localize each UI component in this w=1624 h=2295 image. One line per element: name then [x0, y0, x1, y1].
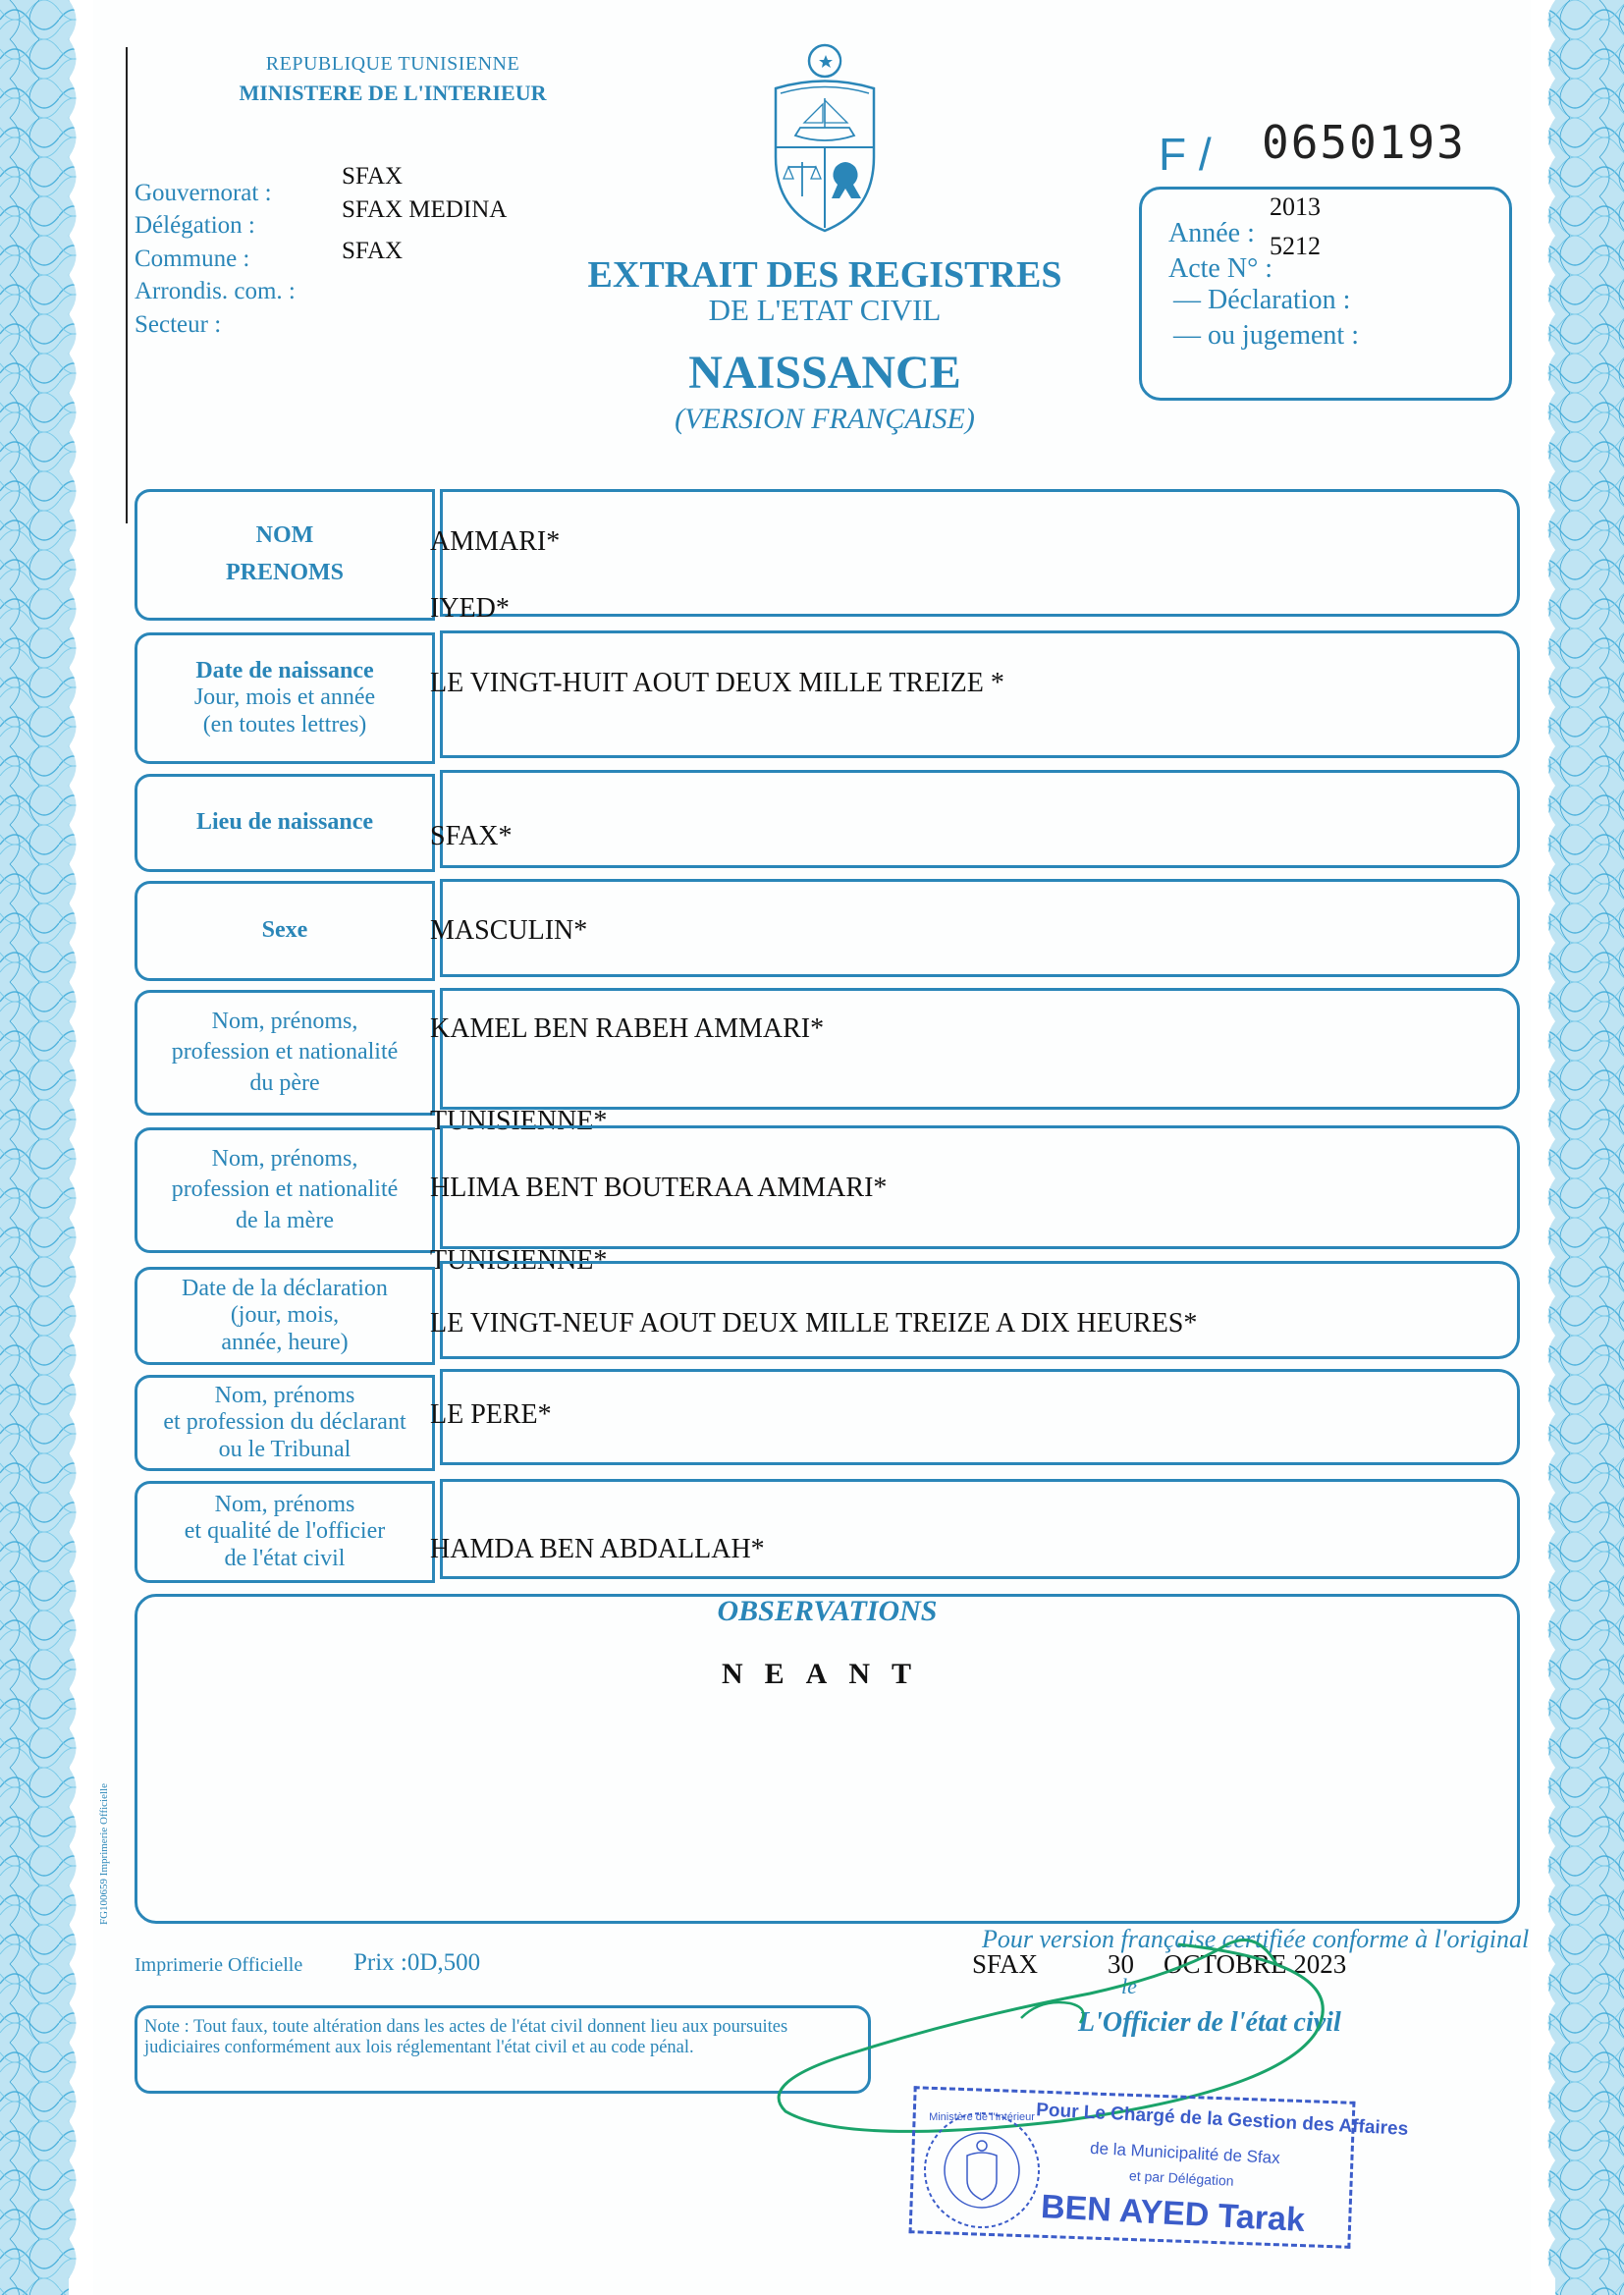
issue-month-year: OCTOBRE 2023 [1164, 1949, 1347, 1979]
document-title: EXTRAIT DES REGISTRES [587, 254, 1062, 296]
document-type: NAISSANCE [688, 347, 961, 399]
acte-value: 5212 [1270, 232, 1321, 260]
declarant-value-cell [440, 1369, 1520, 1465]
pere-nationality: TUNISIENNE* [430, 1106, 608, 1136]
nom-value: AMMARI* [430, 526, 561, 557]
sexe-value: MASCULIN* [430, 915, 588, 946]
mere-label-line2: profession et nationalité [171, 1176, 399, 1203]
officier-label-line2: et qualité de l'officier [184, 1518, 386, 1545]
declarant-value: LE PERE* [430, 1399, 552, 1430]
delegation-value: SFAX MEDINA [342, 196, 508, 223]
gouvernorat-label: Gouvernorat : [135, 180, 272, 206]
declaration-value: LE VINGT-NEUF AOUT DEUX MILLE TREIZE A DIX HEURES* [430, 1308, 1198, 1339]
date-naissance-label-cell [135, 632, 435, 764]
stamp-signatory: BEN AYED Tarak [1040, 2187, 1306, 2240]
officier-value: HAMDA BEN ABDALLAH* [430, 1534, 765, 1564]
date-naissance-label: Date de naissance [195, 657, 374, 683]
declaration-label: — Déclaration : [1173, 285, 1351, 315]
declaration-label-line3: année, heure) [221, 1329, 349, 1355]
observations-title: OBSERVATIONS [717, 1595, 938, 1627]
lieu-naissance-label-cell [135, 774, 435, 872]
issue-day: 30 [1108, 1949, 1134, 1979]
declarant-label-line3: ou le Tribunal [218, 1436, 352, 1462]
officier-label-cell [135, 1481, 435, 1583]
officier-label-line1: Nom, prénoms [214, 1491, 355, 1517]
side-print-code: FG100659 Imprimerie Officielle [98, 1783, 110, 1925]
delegation-label: Délégation : [135, 212, 255, 239]
serial-number: 0650193 [1262, 116, 1466, 169]
legal-note-text: Note : Tout faux, toute altération dans les actes de l'état civil donnent lieu aux poursuites judiciaires conformément aux lois réglementant l'état civil et au code pénal. [144, 2017, 788, 2058]
header-divider [126, 47, 128, 523]
date-naissance-sub2: (en toutes lettres) [202, 711, 367, 738]
officier-label-line3: de l'état civil [224, 1545, 346, 1571]
ministry-heading: MINISTERE DE L'INTERIEUR [239, 81, 547, 105]
date-naissance-value: LE VINGT-HUIT AOUT DEUX MILLE TREIZE * [430, 668, 1004, 698]
lieu-naissance-value: SFAX* [430, 821, 513, 851]
lieu-naissance-label: Lieu de naissance [195, 809, 374, 836]
pere-label-line2: profession et nationalité [171, 1039, 399, 1066]
officer-title: L'Officier de l'état civil [1078, 2007, 1341, 2038]
nom-label: NOM [255, 522, 314, 549]
document-version: (VERSION FRANÇAISE) [675, 403, 975, 435]
mere-label-line1: Nom, prénoms, [211, 1145, 358, 1172]
stamp-line2: de la Municipalité de Sfax [1089, 2138, 1281, 2168]
ministry-seal-icon [918, 2106, 1046, 2234]
stamp-line3: et par Délégation [1128, 2167, 1234, 2189]
seal-text: Ministère de l'Intérieur [929, 2111, 1035, 2123]
prenoms-label: PRENOMS [226, 560, 344, 585]
guilloche-border-right [1531, 0, 1624, 2295]
imprimerie-label: Imprimerie Officielle [135, 1954, 303, 1976]
price-label: Prix :0D,500 [353, 1949, 481, 1976]
declaration-label-line1: Date de la déclaration [182, 1275, 388, 1301]
pere-value-cell [440, 988, 1520, 1110]
arrondissement-label: Arrondis. com. : [135, 278, 296, 304]
certification-text: Pour version française certifiée conforme à l'original [982, 1925, 1530, 1953]
nom-prenoms-label-cell [135, 489, 435, 621]
mere-value: HLIMA BENT BOUTERAA AMMARI* [430, 1173, 888, 1203]
observations-box [135, 1594, 1520, 1924]
gouvernorat-value: SFAX [342, 163, 404, 190]
prenom-value: IYED* [430, 593, 510, 624]
annee-label: Année : [1168, 218, 1255, 248]
sexe-value-cell [440, 879, 1520, 977]
annee-value: 2013 [1270, 192, 1321, 221]
declaration-label-line2: (jour, mois, [230, 1302, 340, 1329]
acte-label: Acte N° : [1168, 253, 1273, 284]
pere-label-cell [135, 990, 435, 1116]
document-subtitle: DE L'ETAT CIVIL [708, 293, 942, 327]
lieu-naissance-value-cell [440, 770, 1520, 868]
mere-label-cell [135, 1127, 435, 1253]
sexe-label-cell [135, 881, 435, 981]
issue-le: le [1121, 1974, 1137, 1998]
date-naissance-sub1: Jour, mois et année [193, 684, 376, 711]
declarant-label-line1: Nom, prénoms [214, 1382, 355, 1408]
declarant-label-cell [135, 1375, 435, 1471]
declarant-label-line2: et profession du déclarant [163, 1409, 406, 1436]
observations-value: NEANT [721, 1658, 933, 1690]
mere-label-line3: de la mère [236, 1207, 334, 1233]
guilloche-border-left [0, 0, 93, 2295]
commune-label: Commune : [135, 246, 250, 272]
sexe-label: Sexe [261, 917, 308, 944]
coat-of-arms-icon [761, 39, 889, 236]
serial-prefix: F / [1159, 129, 1212, 180]
jugement-label: — ou jugement : [1173, 320, 1359, 351]
mere-nationality: TUNISIENNE* [430, 1245, 608, 1276]
issue-place: SFAX [972, 1949, 1039, 1979]
republic-heading: REPUBLIQUE TUNISIENNE [265, 53, 520, 75]
declaration-label-cell [135, 1267, 435, 1365]
pere-label-line1: Nom, prénoms, [211, 1008, 358, 1034]
pere-value: KAMEL BEN RABEH AMMARI* [430, 1013, 825, 1044]
secteur-label: Secteur : [135, 311, 222, 338]
pere-label-line3: du père [249, 1069, 320, 1096]
stamp-line1: Pour Le Chargé de la Gestion des Affaires [1035, 2100, 1409, 2140]
commune-value: SFAX [342, 238, 404, 264]
nom-prenoms-value-cell [440, 489, 1520, 617]
